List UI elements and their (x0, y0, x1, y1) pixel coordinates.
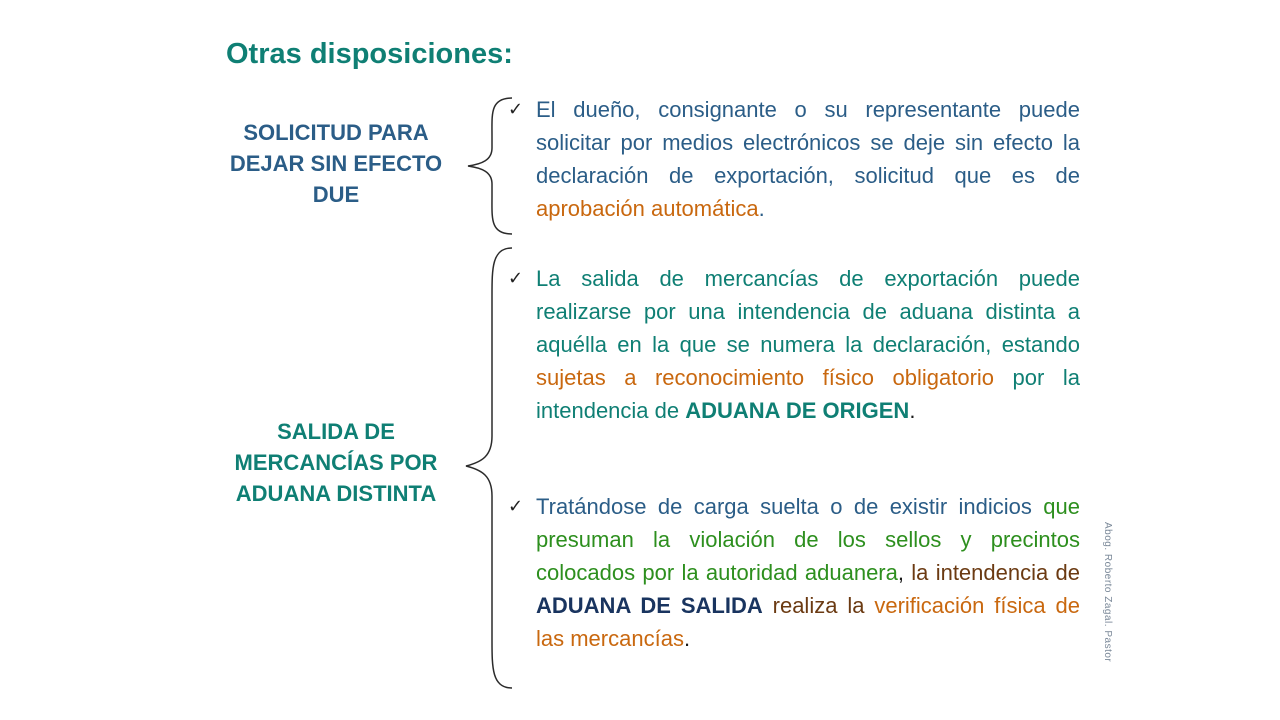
text-segment: realiza la (762, 593, 875, 618)
text-segment: . (909, 398, 916, 423)
text-segment: . (683, 626, 691, 651)
heading-line: SALIDA DE (277, 419, 395, 444)
text-segment: La salida de mercancías de exportación puede realizarse por una intendencia de aduana distinta a aquélla en la que se numera la declaración, estando (536, 266, 1080, 357)
section-heading-solicitud (196, 117, 476, 210)
check-icon: ✓ (508, 99, 524, 119)
text-segment-bold: ADUANA DE SALIDA (536, 593, 763, 618)
text-segment: por la intendencia de (536, 365, 1080, 423)
page-title: Otras disposiciones: (226, 38, 513, 70)
text-segment: El dueño, consignante o su representante puede solicitar por medios electrónicos se deje sin efecto la declaración de exportación, solicitud que es de (536, 97, 1080, 188)
heading-line: SOLICITUD PARA (243, 120, 429, 145)
text-segment-highlight: aprobación automática (536, 196, 759, 221)
bullet-text (536, 262, 1080, 427)
text-segment: la intendencia de (911, 560, 1080, 585)
check-icon: ✓ (508, 268, 524, 288)
bullet-text (536, 490, 1080, 655)
text-segment-highlight: que presuman la violación de los sellos y precintos colocados por la autoridad aduanera (536, 494, 1080, 585)
text-segment-bold: ADUANA DE ORIGEN (685, 398, 910, 423)
bullet-salida-verificacion (508, 490, 1080, 655)
text-segment: . (758, 196, 765, 221)
heading-line: DUE (312, 182, 360, 207)
text-segment: Tratándose de carga suelta o de existir indicios (536, 494, 1044, 519)
bullet-solicitud (508, 93, 1080, 225)
bullet-text (536, 93, 1080, 225)
text-segment-highlight: verificación física de las mercancías (536, 593, 1080, 651)
check-icon: ✓ (508, 496, 524, 516)
author-credit: Abog. Roberto Zagal. Pastor (1102, 522, 1113, 663)
text-segment-highlight: sujetas a reconocimiento físico obligatorio (536, 365, 995, 390)
section-heading-salida (196, 416, 476, 509)
bullet-salida-origen (508, 262, 1080, 427)
heading-line: DEJAR SIN EFECTO (229, 151, 443, 176)
heading-line: ADUANA DISTINTA (235, 481, 437, 506)
text-segment: , (897, 560, 912, 585)
heading-line: MERCANCÍAS POR (234, 450, 438, 475)
